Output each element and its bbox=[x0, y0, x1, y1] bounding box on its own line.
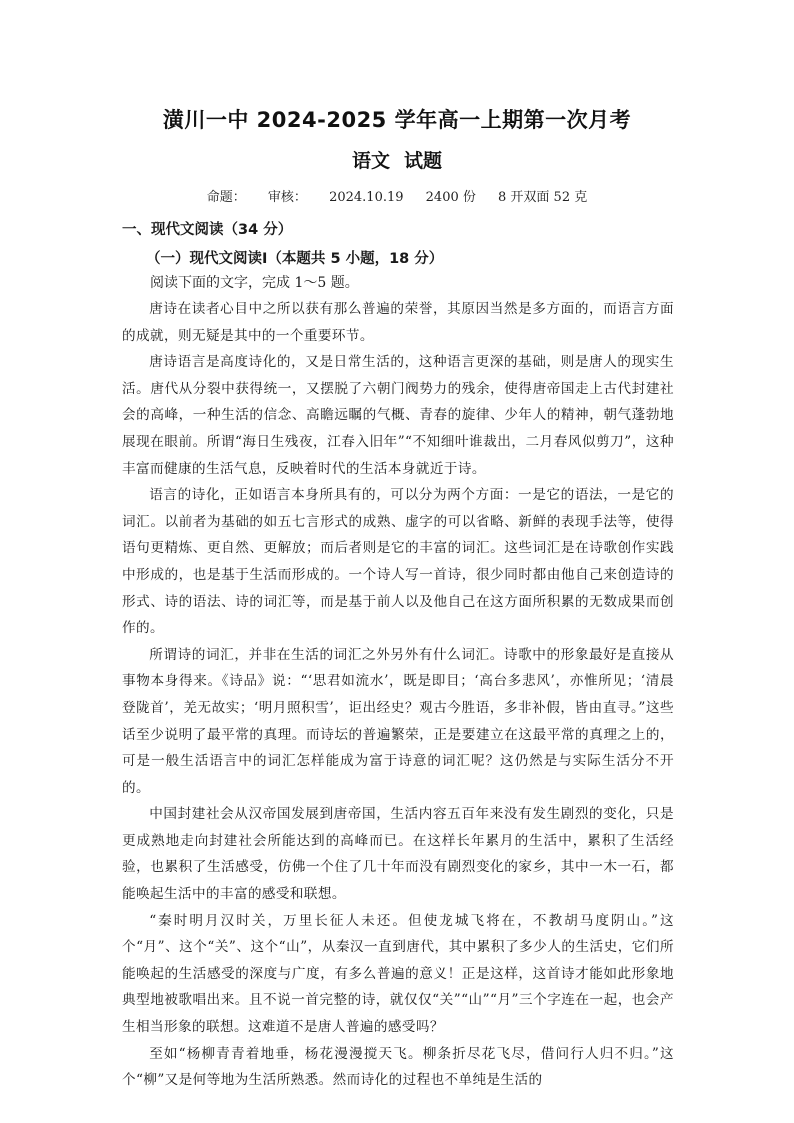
reviewer-label: 审核： bbox=[267, 190, 307, 205]
print-format: 8 开双面 52 克 bbox=[498, 190, 588, 205]
section-heading: 一、现代文阅读（34 分） bbox=[122, 222, 293, 238]
reading-instruction: 阅读下面的文字，完成 1～5 题。 bbox=[150, 275, 359, 291]
exam-meta-line bbox=[0, 186, 794, 205]
passage-paragraph: 唐诗语言是高度诗化的，又是日常生活的，这种语言更深的基础，则是唐人的现实生活。唐代从分裂中获得统一，又摆脱了六朝门阀势力的残余，使得唐帝国走上古代封建社会的高峰，一种生活的信念、高瞻远瞩的气概、青春的旋律、少年人的精神，朝气蓬勃地展现在眼前。所谓“海日生残夜，江春入旧年”“不知细叶谁裁出，二月春风似剪刀”，这种丰富而健康的生活气息，反映着时代的生活本身就近于诗。 bbox=[122, 354, 674, 477]
proposer-label: 命题： bbox=[206, 190, 246, 205]
subject-label: 语文 bbox=[351, 150, 390, 172]
print-copies: 2400 份 bbox=[425, 190, 476, 205]
subsection-heading: （一）现代文阅读Ⅰ（本题共 5 小题，18 分） bbox=[146, 251, 444, 267]
passage-paragraph: 中国封建社会从汉帝国发展到唐帝国，生活内容五百年来没有发生剧烈的变化，只是更成熟地走向封建社会所能达到的高峰而已。在这样长年累月的生活中，累积了生活经验，也累积了生活感受，仿佛一个住了几十年而没有剧烈变化的家乡，其中一木一石，都能唤起生活中的丰富的感受和联想。 bbox=[122, 806, 674, 903]
passage-paragraph: 至如“杨柳青青着地垂，杨花漫漫搅天飞。柳条折尽花飞尽，借问行人归不归。”这个“柳”又是何等地为生活所熟悉。然而诗化的过程也不单纯是生活的 bbox=[122, 1045, 674, 1089]
reading-passage bbox=[122, 296, 674, 1094]
paper-type-label: 试题 bbox=[404, 150, 443, 172]
exam-title: 潢川一中 2024-2025 学年高一上期第一次月考 bbox=[162, 108, 632, 132]
exam-date: 2024.10.19 bbox=[329, 190, 404, 205]
passage-paragraph: 语言的诗化，正如语言本身所具有的，可以分为两个方面：一是它的语法，一是它的词汇。以前者为基础的如五七言形式的成熟、虚字的可以省略、新鲜的表现手法等，使得语句更精炼、更自然、更解放；而后者则是它的丰富的词汇。这些词汇是在诗歌创作实践中形成的，也是基于生活而形成的。一个诗人写一首诗，很少同时都由他自己来创造诗的形式、诗的语法、诗的词汇等，而是基于前人以及他自己在这方面所积累的无数成果而创作的。 bbox=[122, 487, 674, 637]
exam-subtitle bbox=[0, 146, 794, 173]
passage-paragraph: “秦时明月汉时关，万里长征人未还。但使龙城飞将在，不教胡马度阴山。”这个“月”、这个“关”、这个“山”，从秦汉一直到唐代，其中累积了多少人的生活史，它们所能唤起的生活感受的深度与广度，有多么普遍的意义！正是这样，这首诗才能如此形象地典型地被歌唱出来。且不说一首完整的诗，就仅仅“关”“山”“月”三个字连在一起，也会产生相当形象的联想。这难道不是唐人普遍的感受吗？ bbox=[122, 912, 674, 1036]
passage-paragraph: 唐诗在读者心目中之所以获有那么普遍的荣誉，其原因当然是多方面的，而语言方面的成就，则无疑是其中的一个重要环节。 bbox=[122, 301, 674, 344]
passage-paragraph: 所谓诗的词汇，并非在生活的词汇之外另外有什么词汇。诗歌中的形象最好是直接从事物本身得来。《诗品》说：“‘思君如流水’，既是即目；‘高台多悲风’，亦惟所见；‘清晨登陇首’，羌无故实；‘明月照积雪’，讵出经史？观古今胜语，多非补假，皆由直寻。”这些话至少说明了最平常的真理。而诗坛的普遍繁荣，正是要建立在这最平常的真理之上的，可是一般生活语言中的词汇怎样能成为富于诗意的词汇呢？这仍然是与实际生活分不开的。 bbox=[122, 646, 674, 796]
